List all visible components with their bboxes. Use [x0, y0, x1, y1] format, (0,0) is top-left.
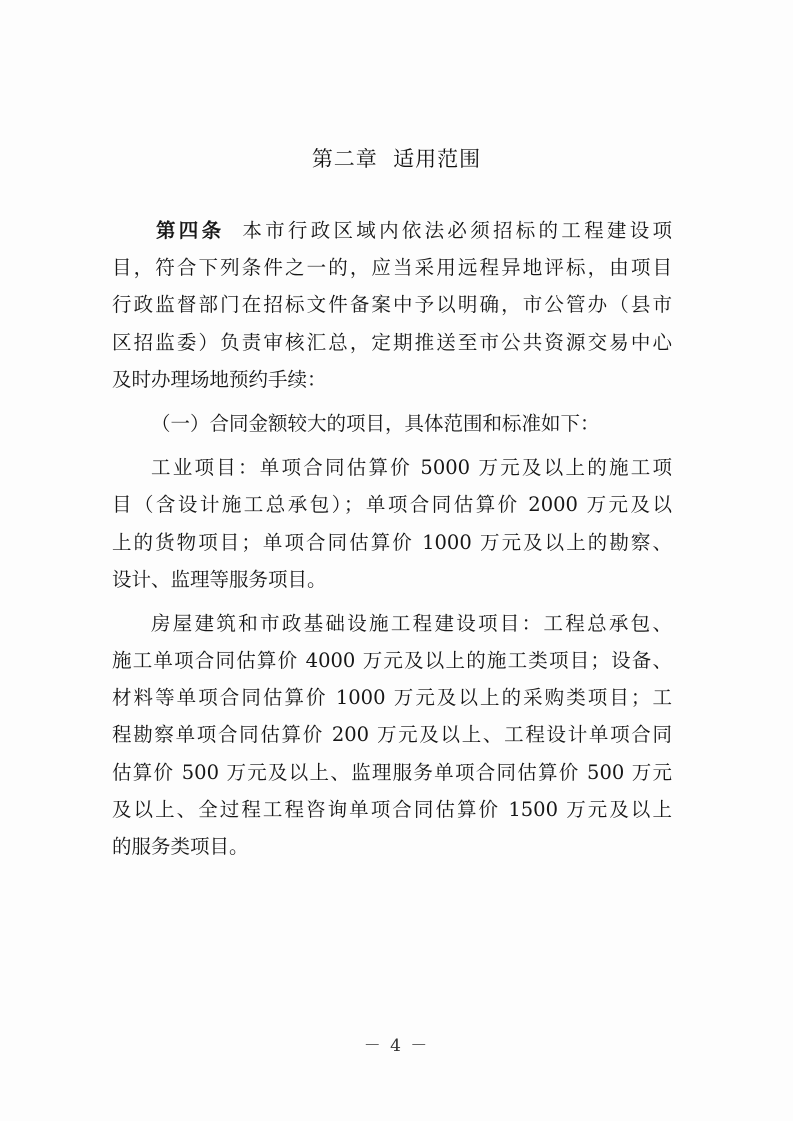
industrial-text-line: 工业项目：单项合同估算价 5000 万元及以上的施工项: [151, 456, 672, 480]
housing-text-line: 的服务类项目。: [112, 835, 249, 858]
article-4-text-line: 区招监委）负责审核汇总，定期推送至市公共资源交易中心: [112, 330, 672, 354]
item-1-heading: （一）合同金额较大的项目，具体范围和标准如下：: [151, 411, 600, 435]
article-4-text-line: 本市行政区域内依法必须招标的工程建设项: [242, 219, 672, 242]
housing-text-line: 材料等单项合同估算价 1000 万元及以上的采购类项目；工: [112, 686, 672, 710]
housing-text-line: 房屋建筑和市政基础设施工程建设项目：工程总承包、: [151, 611, 672, 635]
article-4-text-line: 及时办理场地预约手续：: [112, 367, 327, 391]
industrial-text-line: 设计、监理等服务项目。: [112, 567, 327, 591]
industrial-text-line: 目（含设计施工总承包）；单项合同估算价 2000 万元及以: [112, 493, 672, 517]
chapter-title: 第二章 适用范围: [311, 147, 482, 171]
industrial-text-line: 上的货物项目；单项合同估算价 1000 万元及以上的勘察、: [112, 530, 672, 554]
article-4-first-line: [112, 212, 672, 249]
article-4-text-line: 行政监督部门在招标文件备案中予以明确，市公管办（县市: [112, 293, 672, 317]
page-number: － 4 －: [363, 1036, 430, 1056]
article-4-text-line: 目，符合下列条件之一的，应当采用远程异地评标，由项目: [112, 256, 672, 280]
housing-text-line: 估算价 500 万元及以上、监理服务单项合同估算价 500 万元: [112, 760, 672, 784]
housing-text-line: 程勘察单项合同估算价 200 万元及以上、工程设计单项合同: [112, 723, 672, 747]
housing-text-line: 施工单项合同估算价 4000 万元及以上的施工类项目；设备、: [112, 649, 672, 673]
housing-text-line: 及以上、全过程工程咨询单项合同估算价 1500 万元及以上: [112, 797, 672, 821]
document-body: [112, 212, 672, 865]
article-number: 第四条: [156, 219, 225, 242]
